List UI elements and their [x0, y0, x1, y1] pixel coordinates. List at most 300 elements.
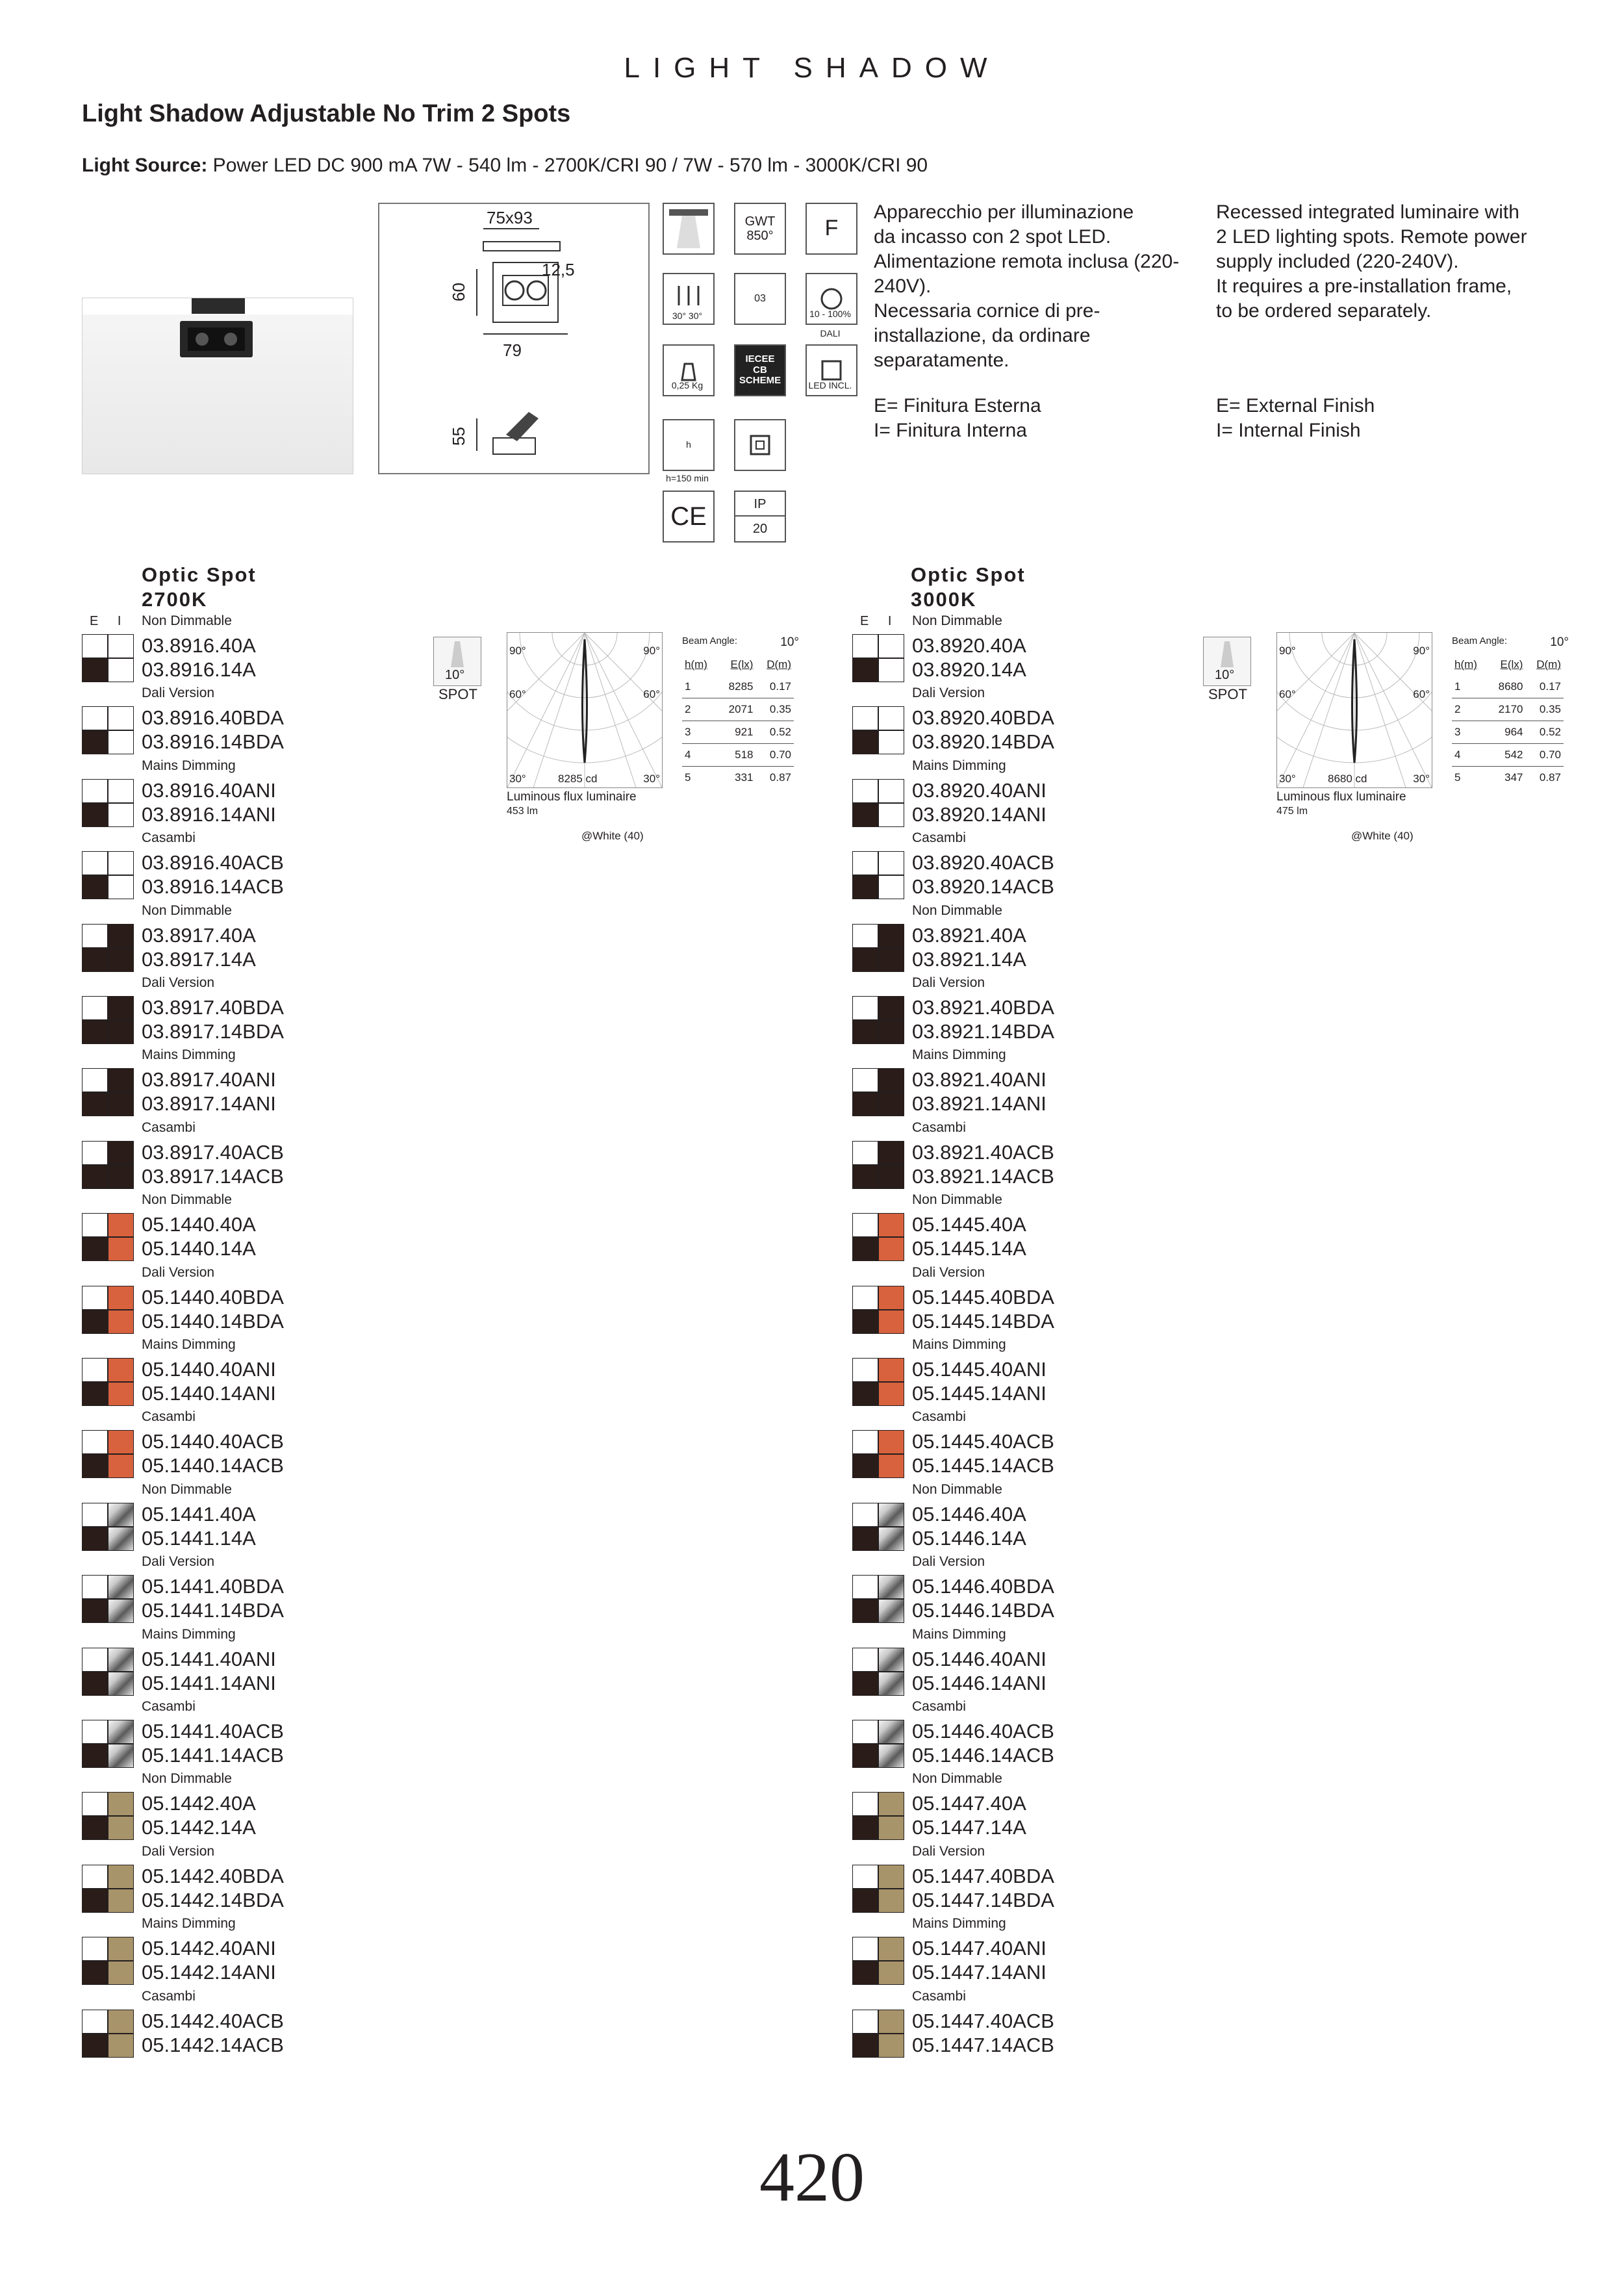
luminaire-image — [82, 298, 353, 474]
description-en: Recessed integrated luminaire with 2 LED lighting spots. Remote power supply included (220-240V). It requires a pre-installation frame, to be ordered separately. — [1216, 201, 1527, 322]
category-label: Dali Version — [142, 975, 215, 990]
product-code: 05.1441.14ACB — [142, 1744, 284, 1767]
tilt-caption: 30° 30° — [672, 311, 703, 321]
head-d: D(m) — [767, 658, 791, 671]
finish-swatch — [82, 1599, 108, 1623]
finish-swatch — [878, 1575, 904, 1599]
finish-swatch — [852, 779, 878, 803]
product-code: 05.1442.40ACB — [142, 2009, 284, 2032]
finish-swatch — [878, 1213, 904, 1237]
finish-swatch — [82, 1020, 108, 1044]
finish-swatch — [82, 1165, 108, 1189]
finish-swatch — [852, 948, 878, 972]
category-label: Dali Version — [912, 1843, 985, 1859]
cell: 0.87 — [1539, 771, 1561, 784]
category-label: Dali Version — [912, 685, 985, 701]
finish-swatch — [82, 779, 108, 803]
product-code: 03.8920.14ACB — [912, 875, 1054, 899]
table-row — [1452, 698, 1564, 721]
category-label: Non Dimmable — [142, 902, 232, 918]
dali-caption: DALI — [820, 328, 841, 339]
finish-swatch — [852, 1141, 878, 1165]
cell: 4 — [1452, 744, 1488, 767]
deg30-left: 30° — [1279, 773, 1296, 785]
product-code: 05.1445.14A — [912, 1237, 1026, 1260]
finish-swatch — [852, 1358, 878, 1382]
finish-swatch — [108, 2010, 134, 2034]
finish-swatch — [82, 803, 108, 827]
finish-swatch — [82, 1720, 108, 1744]
finish-swatch — [852, 1961, 878, 1985]
deg60-right: 60° — [643, 688, 660, 700]
table-row — [682, 698, 794, 721]
flux-label: Luminous flux luminaire — [507, 790, 637, 804]
head-d: D(m) — [1536, 658, 1561, 671]
product-code: 05.1441.14BDA — [142, 1599, 284, 1622]
finish-swatch — [82, 1358, 108, 1382]
cell: 518 — [718, 744, 756, 767]
cell: 921 — [718, 721, 756, 744]
finish-swatch — [852, 1865, 878, 1889]
finish-swatch — [852, 1213, 878, 1237]
page-number: 420 — [759, 2139, 865, 2216]
product-code: 05.1446.40ANI — [912, 1647, 1047, 1670]
product-code: 03.8916.14A — [142, 658, 256, 681]
flux-value: 453 lm — [507, 806, 539, 817]
category-label: Non Dimmable — [142, 1192, 232, 1208]
category-label: Mains Dimming — [912, 1047, 1006, 1063]
product-code: 05.1442.40ANI — [142, 1937, 276, 1960]
product-code: 05.1445.40ANI — [912, 1358, 1047, 1381]
product-code: 03.8917.40ACB — [142, 1140, 284, 1164]
iecee-icon: IECEE CB SCHEME — [734, 344, 786, 396]
finish-swatch — [852, 1648, 878, 1672]
finish-swatch — [108, 1454, 134, 1478]
dimension-drawing — [379, 204, 648, 473]
finish-swatch — [852, 875, 878, 899]
illuminance-table — [682, 635, 799, 789]
finish-swatch — [108, 1068, 134, 1092]
finish-swatch — [82, 1141, 108, 1165]
finish-legend-it: E= Finitura Esterna I= Finitura Interna — [874, 395, 1041, 441]
finish-swatch — [108, 996, 134, 1020]
finish-swatch — [82, 1068, 108, 1092]
finish-swatch — [108, 1961, 134, 1985]
finish-swatch — [82, 634, 108, 658]
table-row — [1452, 744, 1564, 767]
finish-swatch — [108, 803, 134, 827]
category-label: Dali Version — [912, 1554, 985, 1570]
finish-legend-en: E= External Finish I= Internal Finish — [1216, 395, 1375, 441]
finish-swatch — [878, 1792, 904, 1816]
product-code: 05.1441.14ANI — [142, 1671, 276, 1694]
light-source-label: Light Source: — [82, 155, 208, 176]
finish-swatch — [878, 634, 904, 658]
finish-swatch — [878, 1672, 904, 1696]
finish-swatch — [852, 1599, 878, 1623]
cell: 2 — [682, 698, 718, 721]
cell: 347 — [1504, 771, 1523, 784]
finish-swatch — [108, 1599, 134, 1623]
product-code: 05.1447.40BDA — [912, 1864, 1054, 1887]
finish-swatch — [108, 634, 134, 658]
finish-swatch — [108, 1503, 134, 1527]
finish-swatch — [108, 1020, 134, 1044]
product-code: 05.1446.40A — [912, 1502, 1026, 1526]
finish-swatch — [878, 1527, 904, 1551]
dim-depth: 55 — [448, 427, 468, 446]
head-h: h(m) — [685, 658, 707, 671]
finish-swatch — [852, 1165, 878, 1189]
finish-swatch — [108, 1213, 134, 1237]
finish-swatch — [878, 1599, 904, 1623]
finish-swatch — [108, 1092, 134, 1116]
category-label: Non Dimmable — [912, 1192, 1002, 1208]
finish-swatch — [878, 1286, 904, 1310]
finish-swatch — [878, 1310, 904, 1334]
category-label: Non Dimmable — [912, 902, 1002, 918]
table-row — [1452, 767, 1564, 789]
deg30-right: 30° — [1413, 773, 1430, 785]
finish-swatch — [878, 658, 904, 682]
finish-swatch — [82, 1744, 108, 1768]
product-code: 05.1442.14A — [142, 1816, 256, 1839]
product-code: 03.8916.14BDA — [142, 730, 284, 754]
brand-title: LIGHT SHADOW — [624, 52, 1000, 84]
finish-swatch — [852, 1382, 878, 1406]
table-row — [682, 767, 794, 789]
product-code: 05.1441.40BDA — [142, 1575, 284, 1598]
product-code: 03.8921.14BDA — [912, 1020, 1054, 1043]
finish-swatch — [108, 1937, 134, 1961]
cell: 2 — [1452, 698, 1488, 721]
optic-heading-2700k: Optic Spot 2700K — [142, 563, 257, 611]
product-code: 05.1445.14ANI — [912, 1382, 1047, 1405]
finish-swatch — [878, 1237, 904, 1261]
product-code: 03.8916.14ANI — [142, 802, 276, 826]
category-label: Mains Dimming — [142, 1916, 236, 1932]
finish-swatch — [82, 1286, 108, 1310]
product-code: 03.8921.14ANI — [912, 1092, 1047, 1116]
product-code: 05.1441.40ACB — [142, 1720, 284, 1743]
weight-caption: 0,25 Kg — [671, 380, 704, 390]
product-code: 05.1447.40ACB — [912, 2009, 1054, 2032]
finish-swatch — [852, 803, 878, 827]
product-code: 05.1440.40A — [142, 1213, 256, 1236]
finish-swatch — [108, 1744, 134, 1768]
cell: 0.17 — [1525, 676, 1564, 698]
cell: 1 — [682, 676, 718, 698]
finish-swatch — [108, 1672, 134, 1696]
illuminance-grid — [1452, 654, 1564, 789]
spot-label: SPOT — [438, 686, 477, 702]
cell: 2071 — [718, 698, 756, 721]
ip-value: 20 — [734, 515, 786, 543]
finish-swatch — [82, 706, 108, 730]
illuminance-table — [1452, 635, 1569, 789]
product-code: 05.1447.14BDA — [912, 1888, 1054, 1911]
category-label: Casambi — [142, 1119, 196, 1135]
category-label: Casambi — [912, 1119, 966, 1135]
product-code: 03.8917.14ANI — [142, 1092, 276, 1116]
flux-value: 475 lm — [1276, 806, 1308, 817]
finish-swatch — [108, 1816, 134, 1840]
cell: 0.35 — [1525, 698, 1564, 721]
product-code: 03.8921.14ACB — [912, 1164, 1054, 1188]
finish-swatch — [852, 1792, 878, 1816]
table-row — [682, 721, 794, 744]
finish-swatch — [852, 1020, 878, 1044]
finish-swatch — [108, 2034, 134, 2058]
polar-diagram — [507, 632, 663, 788]
cell: 8680 — [1488, 676, 1526, 698]
finish-swatch — [878, 1020, 904, 1044]
deg90-right: 90° — [1413, 645, 1430, 657]
table-row — [682, 676, 794, 698]
category-label: Dali Version — [142, 1554, 215, 1570]
finish-swatch — [852, 1937, 878, 1961]
finish-swatch — [82, 1792, 108, 1816]
finish-swatch — [878, 779, 904, 803]
finish-swatch — [878, 1961, 904, 1985]
finish-swatch — [82, 658, 108, 682]
product-code: 03.8920.40ANI — [912, 778, 1047, 802]
spot-label: SPOT — [1208, 686, 1247, 702]
finish-swatch — [878, 1744, 904, 1768]
finish-swatch — [878, 875, 904, 899]
finish-swatch — [108, 875, 134, 899]
finish-swatch — [108, 1165, 134, 1189]
cell: 5 — [685, 771, 691, 784]
head-e: E(lx) — [1500, 658, 1523, 671]
cell: 4 — [682, 744, 718, 767]
product-code: 05.1447.14ANI — [912, 1961, 1047, 1984]
finish-swatch — [878, 2034, 904, 2058]
category-label: Non Dimmable — [142, 613, 232, 628]
product-photo — [82, 298, 353, 474]
dim-hole: 75x93 — [487, 208, 533, 227]
ei-header-3000k: E I — [860, 614, 900, 628]
finish-swatch — [852, 1068, 878, 1092]
category-label: Casambi — [912, 1409, 966, 1425]
finish-swatch — [852, 1575, 878, 1599]
cell: 0.17 — [755, 676, 794, 698]
product-code: 03.8920.40ACB — [912, 851, 1054, 875]
cell: 0.70 — [755, 744, 794, 767]
finish-note: @White (40) — [581, 830, 644, 842]
finish-swatch — [852, 924, 878, 948]
deg60-right: 60° — [1413, 688, 1430, 700]
illuminance-grid — [682, 654, 794, 789]
finish-swatch — [82, 1816, 108, 1840]
finish-swatch — [82, 1310, 108, 1334]
product-code: 03.8917.14BDA — [142, 1020, 284, 1043]
finish-swatch — [108, 1889, 134, 1913]
deg30-right: 30° — [643, 773, 660, 785]
insulation-icon — [734, 419, 786, 471]
table-row — [682, 744, 794, 767]
deg60-left: 60° — [1279, 688, 1296, 700]
finish-swatch — [108, 706, 134, 730]
finish-swatch — [878, 924, 904, 948]
beam-angle-label: Beam Angle: — [682, 635, 738, 646]
finish-swatch — [878, 1889, 904, 1913]
finish-swatch — [852, 851, 878, 875]
product-code: 05.1446.40ACB — [912, 1720, 1054, 1743]
product-code: 05.1446.14BDA — [912, 1599, 1054, 1622]
finish-swatch — [108, 1358, 134, 1382]
product-code: 03.8920.40BDA — [912, 706, 1054, 730]
cell: 0.35 — [755, 698, 794, 721]
product-code: 03.8916.40A — [142, 634, 256, 657]
head-h: h(m) — [1454, 658, 1477, 671]
led-incl-caption: LED INCL. — [808, 380, 852, 390]
finish-swatch — [108, 851, 134, 875]
finish-swatch — [108, 1720, 134, 1744]
finish-swatch — [852, 996, 878, 1020]
deg60-left: 60° — [509, 688, 526, 700]
product-code: 03.8921.40ANI — [912, 1068, 1047, 1092]
cell: 964 — [1488, 721, 1526, 744]
finish-note: @White (40) — [1351, 830, 1414, 842]
finish-swatch — [852, 1092, 878, 1116]
finish-swatch — [852, 1527, 878, 1551]
peak-candela: 8285 cd — [558, 773, 598, 785]
cell: 0.52 — [755, 721, 794, 744]
deg30-left: 30° — [509, 773, 526, 785]
finish-swatch — [82, 1382, 108, 1406]
finish-swatch — [852, 2034, 878, 2058]
category-label: Mains Dimming — [912, 1626, 1006, 1642]
finish-swatch — [82, 1454, 108, 1478]
finish-swatch — [878, 1816, 904, 1840]
ei-header-2700k: E I — [90, 614, 129, 628]
beam-angle-value: 10° — [780, 635, 799, 649]
finish-swatch — [878, 1937, 904, 1961]
description-it: Apparecchio per illuminazione da incasso con 2 spot LED. Alimentazione remota inclusa (220- 240V). Necessaria cornice di pre- installazione, da ordinare separatamente. — [874, 201, 1180, 371]
product-code: 03.8917.40ANI — [142, 1068, 276, 1092]
finish-swatch — [108, 1792, 134, 1816]
product-code: 05.1447.40A — [912, 1792, 1026, 1815]
finish-swatch — [878, 1092, 904, 1116]
finish-swatch — [108, 1286, 134, 1310]
finish-swatch — [878, 1358, 904, 1382]
cell: 331 — [735, 771, 754, 784]
optic-heading-3000k: Optic Spot 3000K — [911, 563, 1026, 611]
finish-swatch — [852, 1816, 878, 1840]
finish-swatch — [82, 996, 108, 1020]
product-code: 05.1440.40ACB — [142, 1430, 284, 1453]
installation-icon: h — [663, 419, 715, 471]
cell: 5 — [1454, 771, 1461, 784]
finish-swatch — [108, 948, 134, 972]
product-code: 05.1442.14BDA — [142, 1888, 284, 1911]
category-label: Dali Version — [142, 1264, 215, 1280]
product-code: 05.1440.14BDA — [142, 1309, 284, 1333]
cell: 3 — [682, 721, 718, 744]
product-code: 03.8916.40ANI — [142, 778, 276, 802]
deg90-left: 90° — [1279, 645, 1296, 657]
beam-angle-value: 10° — [1550, 635, 1569, 649]
product-code: 05.1445.14BDA — [912, 1309, 1054, 1333]
h-min-caption: h=150 min — [666, 473, 709, 483]
finish-swatch — [108, 1575, 134, 1599]
category-label: Mains Dimming — [912, 1916, 1006, 1932]
finish-swatch — [108, 1648, 134, 1672]
category-label: Casambi — [142, 830, 196, 846]
finish-swatch — [878, 1454, 904, 1478]
finish-swatch — [852, 2010, 878, 2034]
finish-swatch — [878, 803, 904, 827]
category-label: Casambi — [912, 830, 966, 846]
finish-swatch — [878, 948, 904, 972]
product-code: 05.1446.40BDA — [912, 1575, 1054, 1598]
product-code: 03.8921.14A — [912, 947, 1026, 971]
product-code: 05.1445.40A — [912, 1213, 1026, 1236]
finish-swatch — [108, 1865, 134, 1889]
finish-swatch — [82, 2010, 108, 2034]
finish-swatch — [82, 1648, 108, 1672]
product-code: 05.1440.14A — [142, 1237, 256, 1260]
finish-swatch — [108, 1430, 134, 1454]
cell: 2170 — [1488, 698, 1526, 721]
finish-swatch — [852, 706, 878, 730]
product-code: 05.1442.14ACB — [142, 2033, 284, 2056]
product-code: 05.1445.40BDA — [912, 1285, 1054, 1309]
product-code: 05.1446.14A — [912, 1526, 1026, 1550]
category-label: Mains Dimming — [912, 1337, 1006, 1352]
finish-swatch — [852, 658, 878, 682]
f-mark-icon: F — [806, 203, 857, 255]
category-label: Mains Dimming — [912, 758, 1006, 773]
category-label: Casambi — [142, 1988, 196, 2004]
spot-angle: 10° — [1215, 668, 1235, 682]
ip-label: IP — [734, 491, 786, 517]
deg90-right: 90° — [643, 645, 660, 657]
finish-swatch — [108, 1237, 134, 1261]
product-code: 03.8917.14ACB — [142, 1164, 284, 1188]
product-code: 05.1446.14ANI — [912, 1671, 1047, 1694]
product-code: 03.8916.14ACB — [142, 875, 284, 899]
finish-swatch — [878, 1430, 904, 1454]
head-e: E(lx) — [730, 658, 754, 671]
finish-swatch — [108, 1527, 134, 1551]
photometry-3000k — [1202, 630, 1569, 851]
dim-height: 60 — [448, 283, 468, 301]
finish-swatch — [82, 1961, 108, 1985]
cell: 0.70 — [1525, 744, 1564, 767]
category-label: Dali Version — [912, 975, 985, 990]
product-code: 05.1440.40ANI — [142, 1358, 276, 1381]
finish-swatch — [878, 1503, 904, 1527]
finish-swatch — [82, 730, 108, 754]
product-code: 03.8920.14BDA — [912, 730, 1054, 754]
finish-swatch — [878, 730, 904, 754]
finish-swatch — [852, 1237, 878, 1261]
polar-diagram — [1276, 632, 1432, 788]
category-label: Casambi — [142, 1699, 196, 1714]
product-code: 05.1441.40A — [142, 1502, 256, 1526]
product-code: 05.1440.14ACB — [142, 1454, 284, 1477]
cell: 1 — [1452, 676, 1488, 698]
finish-swatch — [878, 1382, 904, 1406]
finish-swatch — [852, 1672, 878, 1696]
finish-swatch — [108, 730, 134, 754]
category-label: Non Dimmable — [142, 1481, 232, 1497]
light-source-text: Power LED DC 900 mA 7W - 540 lm - 2700K/CRI 90 / 7W - 570 lm - 3000K/CRI 90 — [207, 155, 928, 176]
finish-swatch — [82, 1527, 108, 1551]
flux-label: Luminous flux luminaire — [1276, 790, 1406, 804]
